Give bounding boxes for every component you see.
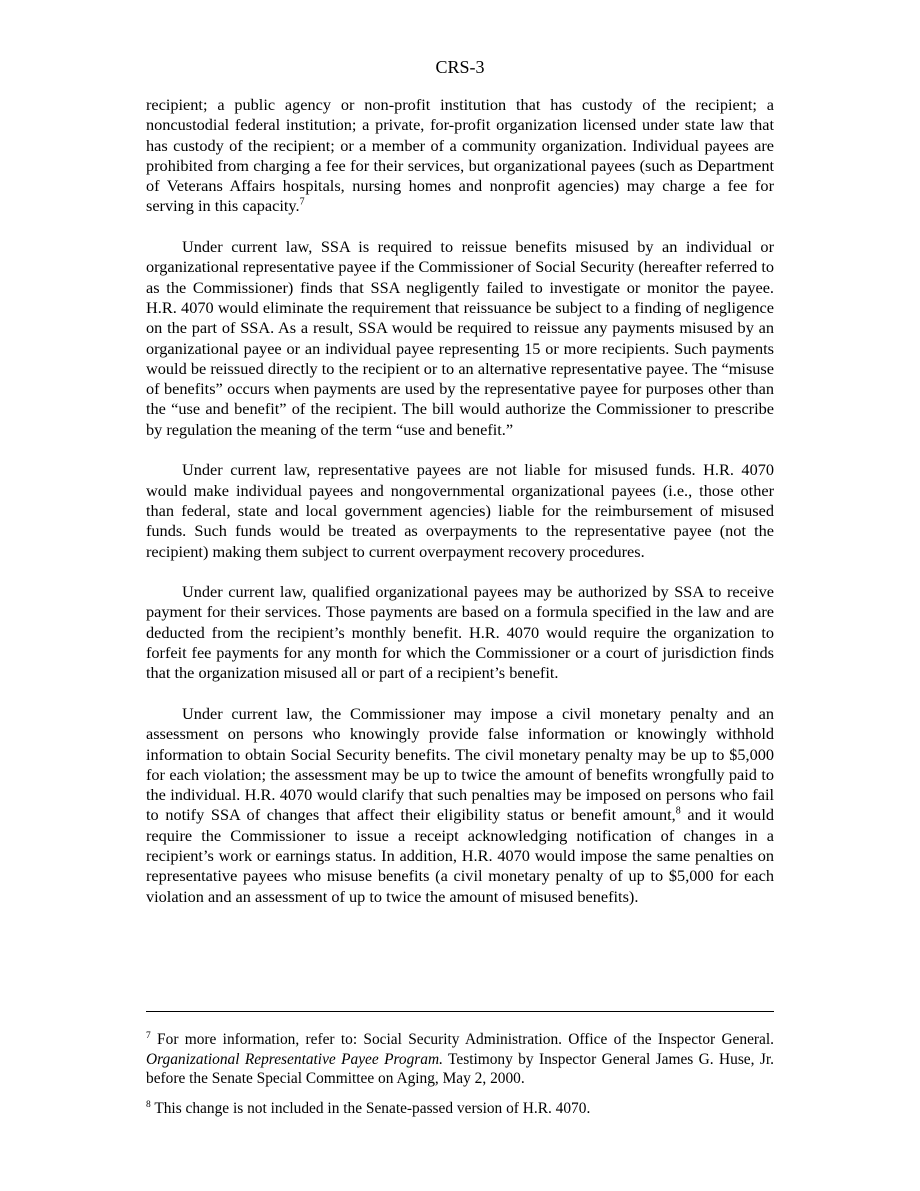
paragraph-payee-liability: Under current law, representative payees are not liable for misused funds. H.R. 4070 would make individual payees and nongovernmental organizational payees (i.e., those other than federal, state and local government agencies) liable for the reimbursement of misused funds. Such funds would be treated as overpayments to the representative payee (not the recipient) making them subject to current overpayment recovery procedures. — [146, 460, 774, 561]
footnote-ref-7: 7 — [299, 197, 305, 209]
footnote-7 — [146, 1030, 774, 1089]
footnote-cited-title: Organizational Representative Payee Program. — [146, 1050, 443, 1068]
footnote-marker: 8 — [146, 1099, 151, 1110]
paragraph-text: recipient; a public agency or non-profit institution that has custody of the recipient; a noncustodial federal institution; a private, for-profit organization licensed under state law that has custody of the recipient; or a member of a community organization. Individual payees are prohibited from charging a fee for their services, but organizational payees (such as Department of Veterans Affairs hospitals, nursing homes and nonprofit agencies) may charge a fee for serving in this capacity. — [146, 95, 774, 216]
footnote-ref-8: 8 — [675, 805, 681, 817]
page-header — [0, 56, 920, 78]
paragraph-payee-types — [146, 95, 774, 217]
footnote-marker: 7 — [146, 1030, 151, 1041]
page-number: CRS-3 — [435, 57, 485, 77]
footnote-text: For more information, refer to: Social Security Administration. Office of the Inspector General. — [150, 1031, 774, 1048]
footnote-text: Testimony by Inspector General James G. Huse, Jr. before the Senate Special Committee on Aging, May 2, 2000. — [146, 1050, 774, 1087]
paragraph-text: Under current law, the Commissioner may impose a civil monetary penalty and an assessment on persons who knowingly provide false information or knowingly withhold information to obtain Social Security benefits. The civil monetary penalty may be up to $5,000 for each violation; the assessment may be up to twice the amount of benefits wrongfully paid to the individual. H.R. 4070 would clarify that such penalties may be imposed on persons who fail to notify SSA of changes that affect their eligibility status or benefit amount, — [146, 703, 774, 825]
footnote-8 — [146, 1099, 774, 1119]
paragraph-civil-penalties — [146, 704, 774, 907]
footnote-text: This change is not included in the Senate-passed version of H.R. 4070. — [150, 1099, 591, 1117]
paragraph-fee-forfeiture: Under current law, qualified organizational payees may be authorized by SSA to receive payment for their services. Those payments are based on a formula specified in the law and are deducted from the recipient’s monthly benefit. H.R. 4070 would require the organization to forfeit fee payments for any month for which the Commissioner or a court of jurisdiction finds that the organization misused all or part of a recipient’s benefit. — [146, 582, 774, 683]
footnotes — [146, 1030, 774, 1128]
footnote-separator — [146, 1011, 774, 1012]
main-body — [146, 95, 774, 927]
paragraph-text: and it would require the Commissioner to issue a receipt acknowledging notification of changes in a recipient’s work or earnings status. In addition, H.R. 4070 would impose the same penalties on representative payees who misuse benefits (a civil monetary penalty of up to $5,000 for each violation and an assessment of up to twice the amount of misused benefits). — [146, 805, 774, 906]
paragraph-reissue-benefits: Under current law, SSA is required to reissue benefits misused by an individual or organizational representative payee if the Commissioner of Social Security (hereafter referred to as the Commissioner) finds that SSA negligently failed to investigate or monitor the payee. H.R. 4070 would eliminate the requirement that reissuance be subject to a finding of negligence on the part of SSA. As a result, SSA would be required to reissue any payments misused by an organizational payee or an individual payee representing 15 or more recipients. Such payments would be reissued directly to the recipient or to an alternative representative payee. The “misuse of benefits” occurs when payments are used by the representative payee for purposes other than the “use and benefit” of the recipient. The bill would authorize the Commissioner to prescribe by regulation the meaning of the term “use and benefit.” — [146, 237, 774, 439]
